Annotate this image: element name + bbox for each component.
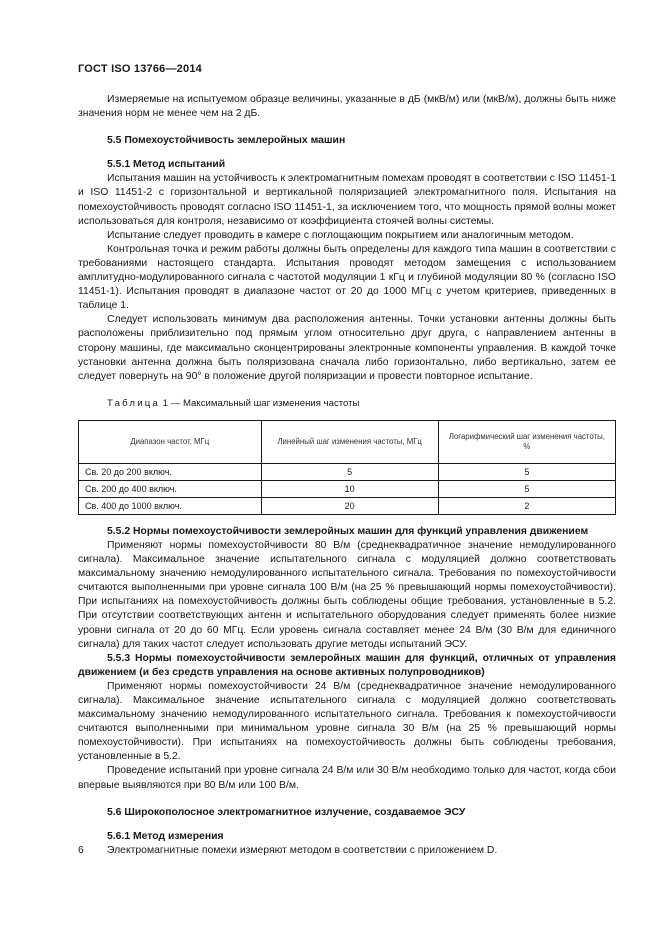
table-header-cell: Диапазон частот, МГц: [79, 420, 262, 463]
section-5-5-1-title: 5.5.1 Метод испытаний: [107, 159, 226, 171]
table-cell: 5: [438, 480, 615, 497]
table-header-row: [79, 420, 616, 463]
section-5-5-2-title: 5.5.2 Нормы помехоустойчивости землеройных машин для функций управления движением: [107, 525, 589, 537]
frequency-step-table: [78, 420, 616, 515]
paragraph: Применяют нормы помехоустойчивости 24 В/м (среднеквадратичное значение немодулированного сигнала). Максимальное значение испытательного сигнала с модуляцией должно соответствовать максимальному значению немодулированного испытательного сигнала. Требования к помехоустойчивости считаются выполненными при минимальном уровне сигнала 30 В/м (на 25 % превышающий нормы помехоустойчивости). При испытаниях на помехоустойчивость должны быть соблюдены требования, установленные в 5.2.: [78, 680, 616, 763]
paragraph: Следует использовать минимум два расположения антенны. Точки установки антенны должны быть расположены приблизительно под прямым углом относительно друг друга, с направлением антенны в сторону машины, где максимально сконцентрированы электронные компоненты управления. В каждой точке установки антенна должна быть поляризована сначала либо горизонтально, либо вертикально, затем ее следует повернуть на 90° в положение другой поляризации и провести повторное испытание.: [78, 314, 616, 382]
paragraph: Испытания машин на устойчивость к электромагнитным помехам проводят в соответствии с ISO 11451-1 и ISO 11451-2 с горизонтальной и вертикальной поляризацией электромагнитного поля. Испытания на помехоустойчивость проводят согласно ISO 11451-1, за исключением того, что мощность прямой волны может использоваться для контроля, независимо от коэффициента стоячей волны системы.: [78, 173, 617, 227]
paragraph: Проведение испытаний при уровне сигнала 24 В/м или 30 В/м необходимо только для частот, когда сбои впервые выявляются при 80 В/м или 100 В/м.: [78, 765, 616, 791]
section-5-6-1-title: 5.6.1 Метод измерения: [107, 830, 224, 842]
table-row: [79, 480, 616, 497]
paragraph: Электромагнитные помехи измеряют методом в соответствии с приложением D.: [107, 844, 498, 856]
section-5-5-title: 5.5 Помехоустойчивость землеройных машин: [107, 135, 346, 147]
table-cell: Св. 200 до 400 включ.: [79, 480, 262, 497]
table-cell: 2: [438, 497, 615, 514]
table-cell: Св. 400 до 1000 включ.: [79, 497, 262, 514]
table-cell: Св. 20 до 200 включ.: [79, 463, 262, 480]
intro-paragraph: Измеряемые на испытуемом образце величины, указанные в дБ (мкВ/м) или (мкВ/м), должны быть ниже значения норм не менее чем на 2 дБ.: [78, 94, 616, 120]
table-row: [79, 463, 616, 480]
section-5-5-3-title: 5.5.3 Нормы помехоустойчивости землеройных машин для функций, отличных от управления движением (и без средств управления на основе активных полупроводников): [78, 652, 616, 678]
document-body: [78, 93, 616, 858]
table-header-cell: Линейный шаг изменения частоты, МГц: [261, 420, 438, 463]
table-caption-text: 1 — Максимальный шаг изменения частоты: [162, 397, 360, 409]
page-number: 6: [78, 845, 84, 856]
table-cell: 5: [261, 463, 438, 480]
standard-header: ГОСТ ISO 13766—2014: [78, 63, 202, 75]
table-header-cell: Логарифмический шаг изменения частоты, %: [438, 420, 615, 463]
table-cell: 10: [261, 480, 438, 497]
paragraph: Применяют нормы помехоустойчивости 80 В/м (среднеквадратичное значение немодулированного сигнала). Максимальное значение испытательного сигнала с модуляцией должно соответствовать максимальному значению немодулированного испытательного сигнала. Требования по помехоустойчивости считаются выполненными при уровне сигнала 100 В/м (на 25 % превышающий нормы помехоустойчивости). При испытаниях на помехоустойчивость должны быть соблюдены общие требования, установленные в 5.2. При отсутствии соответствующих антенн и испытательного оборудования следует применять более низкие уровни сигнала от 20 до 60 МГц. Если уровень сигнала составляет менее 24 В/м (30 В/м для единичного сигнала) для таких частот следует использовать другие методы испытаний ЭСУ.: [78, 539, 616, 650]
table-caption-word: Таблица: [107, 397, 161, 409]
table-row: [79, 497, 616, 514]
table-1-caption: [78, 397, 616, 411]
paragraph: Контрольная точка и режим работы должны быть определены для каждого типа машин в соответствии с требованиями настоящего стандарта. Испытания проводят методом замещения с использованием амплитудно-модулированного сигнала с частотой модуляции 1 кГц и глубиной модуляции 80 % (согласно ISO 11451-1). Испытания проводят в диапазоне частот от 20 до 1000 МГц с учетом критериев, приведенных в таблице 1.: [78, 243, 616, 312]
table-cell: 20: [261, 497, 438, 514]
section-5-6-title: 5.6 Широкополосное электромагнитное излучение, создаваемое ЭСУ: [107, 806, 466, 818]
table-cell: 5: [438, 463, 615, 480]
paragraph: Испытание следует проводить в камере с поглощающим покрытием или аналогичным методом.: [107, 229, 574, 241]
